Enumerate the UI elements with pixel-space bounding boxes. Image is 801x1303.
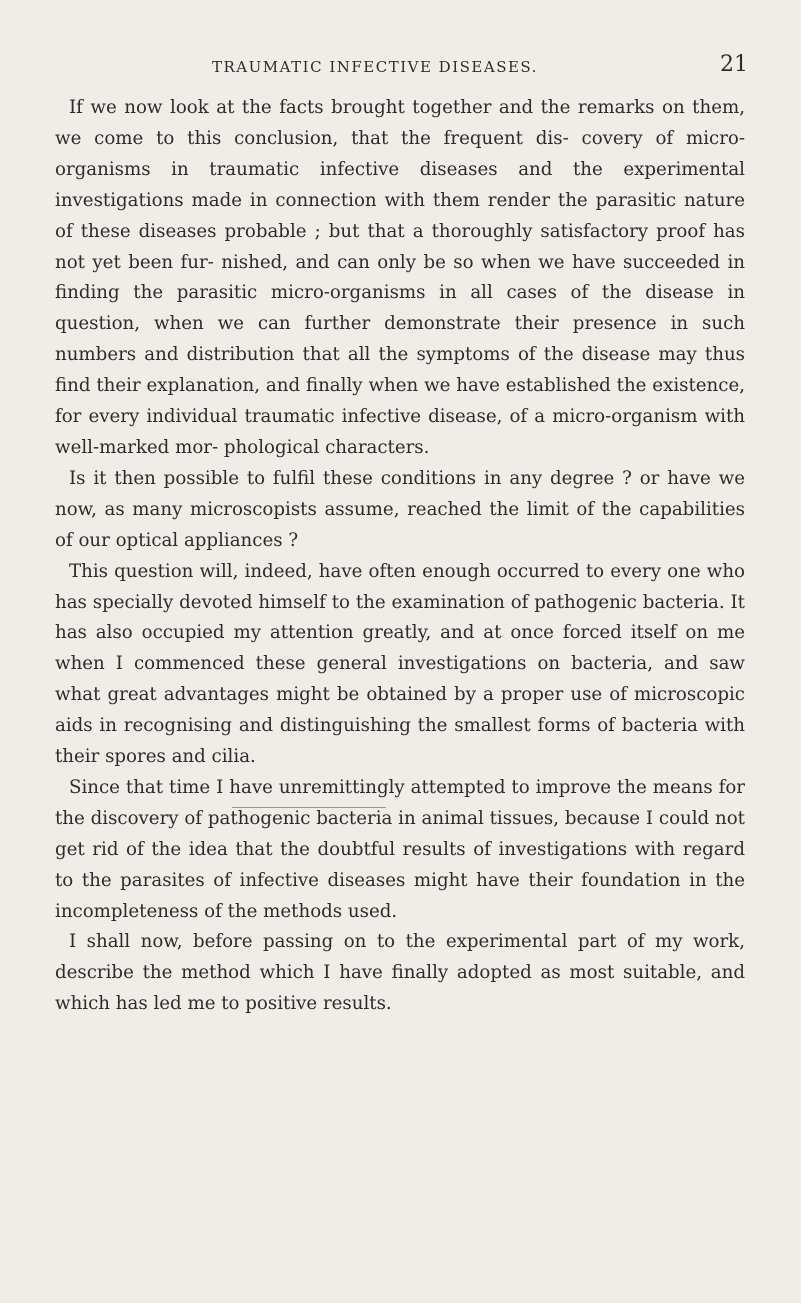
- paragraph-1: If we now look at the facts brought together and the remarks on them, we come to this conclusion, that the frequent dis- covery of micro-organisms in traumatic infective diseases and the experimental investigations made in connection with them render the parasitic nature of these diseases probable ; but that a thoroughly satisfactory proof has not yet been fur- nished, and can only be so when we have succeeded in finding the parasitic micro-organisms in all cases of the disease in question, when we can further demonstrate their presence in such numbers and distribution that all the symptoms of the disease may thus find their explanation, and finally when we have established the existence, for every individual traumatic infective disease, of a micro-organism with well-marked mor- phological characters.: [55, 97, 745, 458]
- page-number: 21: [720, 52, 748, 77]
- closing-rule: [232, 807, 386, 808]
- body-text: [55, 93, 745, 1020]
- paragraph-3: This question will, indeed, have often enough occurred to every one who has specially devoted himself to the examination of pathogenic bacteria. It has also occupied my attention greatly, and at once forced itself on me when I commenced these general investigations on bacteria, and saw what great advantages might be obtained by a proper use of microscopic aids in recognising and distinguishing the smallest forms of bacteria with their spores and cilia.: [55, 560, 745, 768]
- page-header: [0, 50, 801, 80]
- running-head: TRAUMATIC INFECTIVE DISEASES.: [212, 58, 538, 76]
- paragraph-4: Since that time I have unremittingly attempted to improve the means for the discovery of pathogenic bacteria in animal tissues, because I could not get rid of the idea that the doubtful results of investigations with regard to the parasites of infective diseases might have their foundation in the incompleteness of the methods used.: [55, 776, 745, 922]
- paragraph-5: I shall now, before passing on to the experimental part of my work, describe the method which I have finally adopted as most suitable, and which has led me to positive results.: [55, 931, 745, 1015]
- paragraph-2: Is it then possible to fulfil these conditions in any degree ? or have we now, as many microscopists assume, reached the limit of the capabilities of our optical appliances ?: [55, 467, 745, 551]
